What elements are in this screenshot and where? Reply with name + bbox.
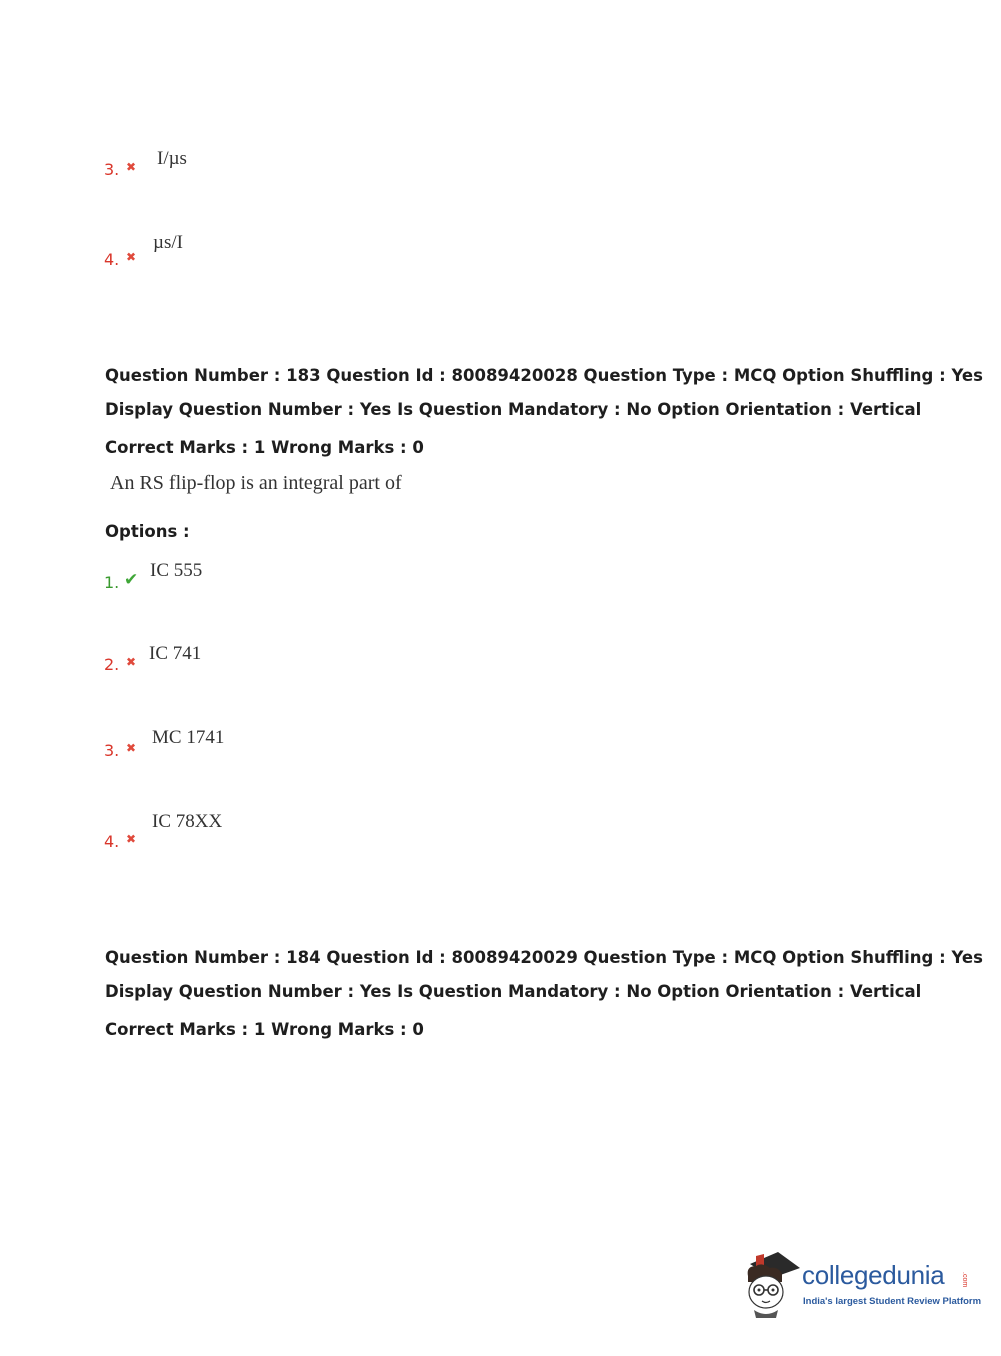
option-row xyxy=(104,811,504,851)
options-label: Options : xyxy=(105,522,190,541)
option-text: µs/I xyxy=(153,232,183,253)
option-row xyxy=(104,232,504,272)
correct-check-icon: ✔ xyxy=(124,570,139,590)
option-text: MC 1741 xyxy=(152,727,225,748)
option-number: 4. xyxy=(104,250,120,269)
logo-tagline: India's largest Student Review Platform xyxy=(803,1296,982,1307)
option-text: IC 741 xyxy=(149,643,202,664)
wrong-cross-icon: ✖ xyxy=(126,655,137,669)
wrong-cross-icon: ✖ xyxy=(126,160,137,174)
option-number: 3. xyxy=(104,160,120,179)
question-text: An RS flip-flop is an integral part of xyxy=(110,472,402,494)
question-meta-line-1: Question Number : 183 Question Id : 80089420028 Question Type : MCQ Option Shuffling : Yes xyxy=(105,366,983,385)
mascot-icon xyxy=(742,1248,800,1320)
wrong-cross-icon: ✖ xyxy=(126,250,137,264)
option-number: 4. xyxy=(104,832,120,851)
wrong-cross-icon: ✖ xyxy=(126,741,137,755)
option-number: 1. xyxy=(104,573,120,592)
option-number: 3. xyxy=(104,741,120,760)
option-row xyxy=(104,146,504,186)
option-row xyxy=(104,643,504,683)
question-meta-line-2: Display Question Number : Yes Is Question Mandatory : No Option Orientation : Vertical xyxy=(105,400,922,419)
question-marks-line: Correct Marks : 1 Wrong Marks : 0 xyxy=(105,438,424,457)
option-row xyxy=(104,560,504,600)
wrong-cross-icon: ✖ xyxy=(126,832,137,846)
option-text: I/µs xyxy=(157,148,187,169)
question-marks-line: Correct Marks : 1 Wrong Marks : 0 xyxy=(105,1020,424,1039)
logo-dotcom: .com xyxy=(961,1272,968,1288)
option-number: 2. xyxy=(104,655,120,674)
option-text: IC 555 xyxy=(150,560,203,581)
option-text: IC 78XX xyxy=(152,811,223,832)
option-row xyxy=(104,727,504,767)
collegedunia-logo xyxy=(742,1248,982,1320)
question-meta-line-2: Display Question Number : Yes Is Question Mandatory : No Option Orientation : Vertical xyxy=(105,982,922,1001)
logo-wordmark: collegedunia xyxy=(802,1260,945,1290)
question-meta-line-1: Question Number : 184 Question Id : 80089420029 Question Type : MCQ Option Shuffling : Yes xyxy=(105,948,983,967)
